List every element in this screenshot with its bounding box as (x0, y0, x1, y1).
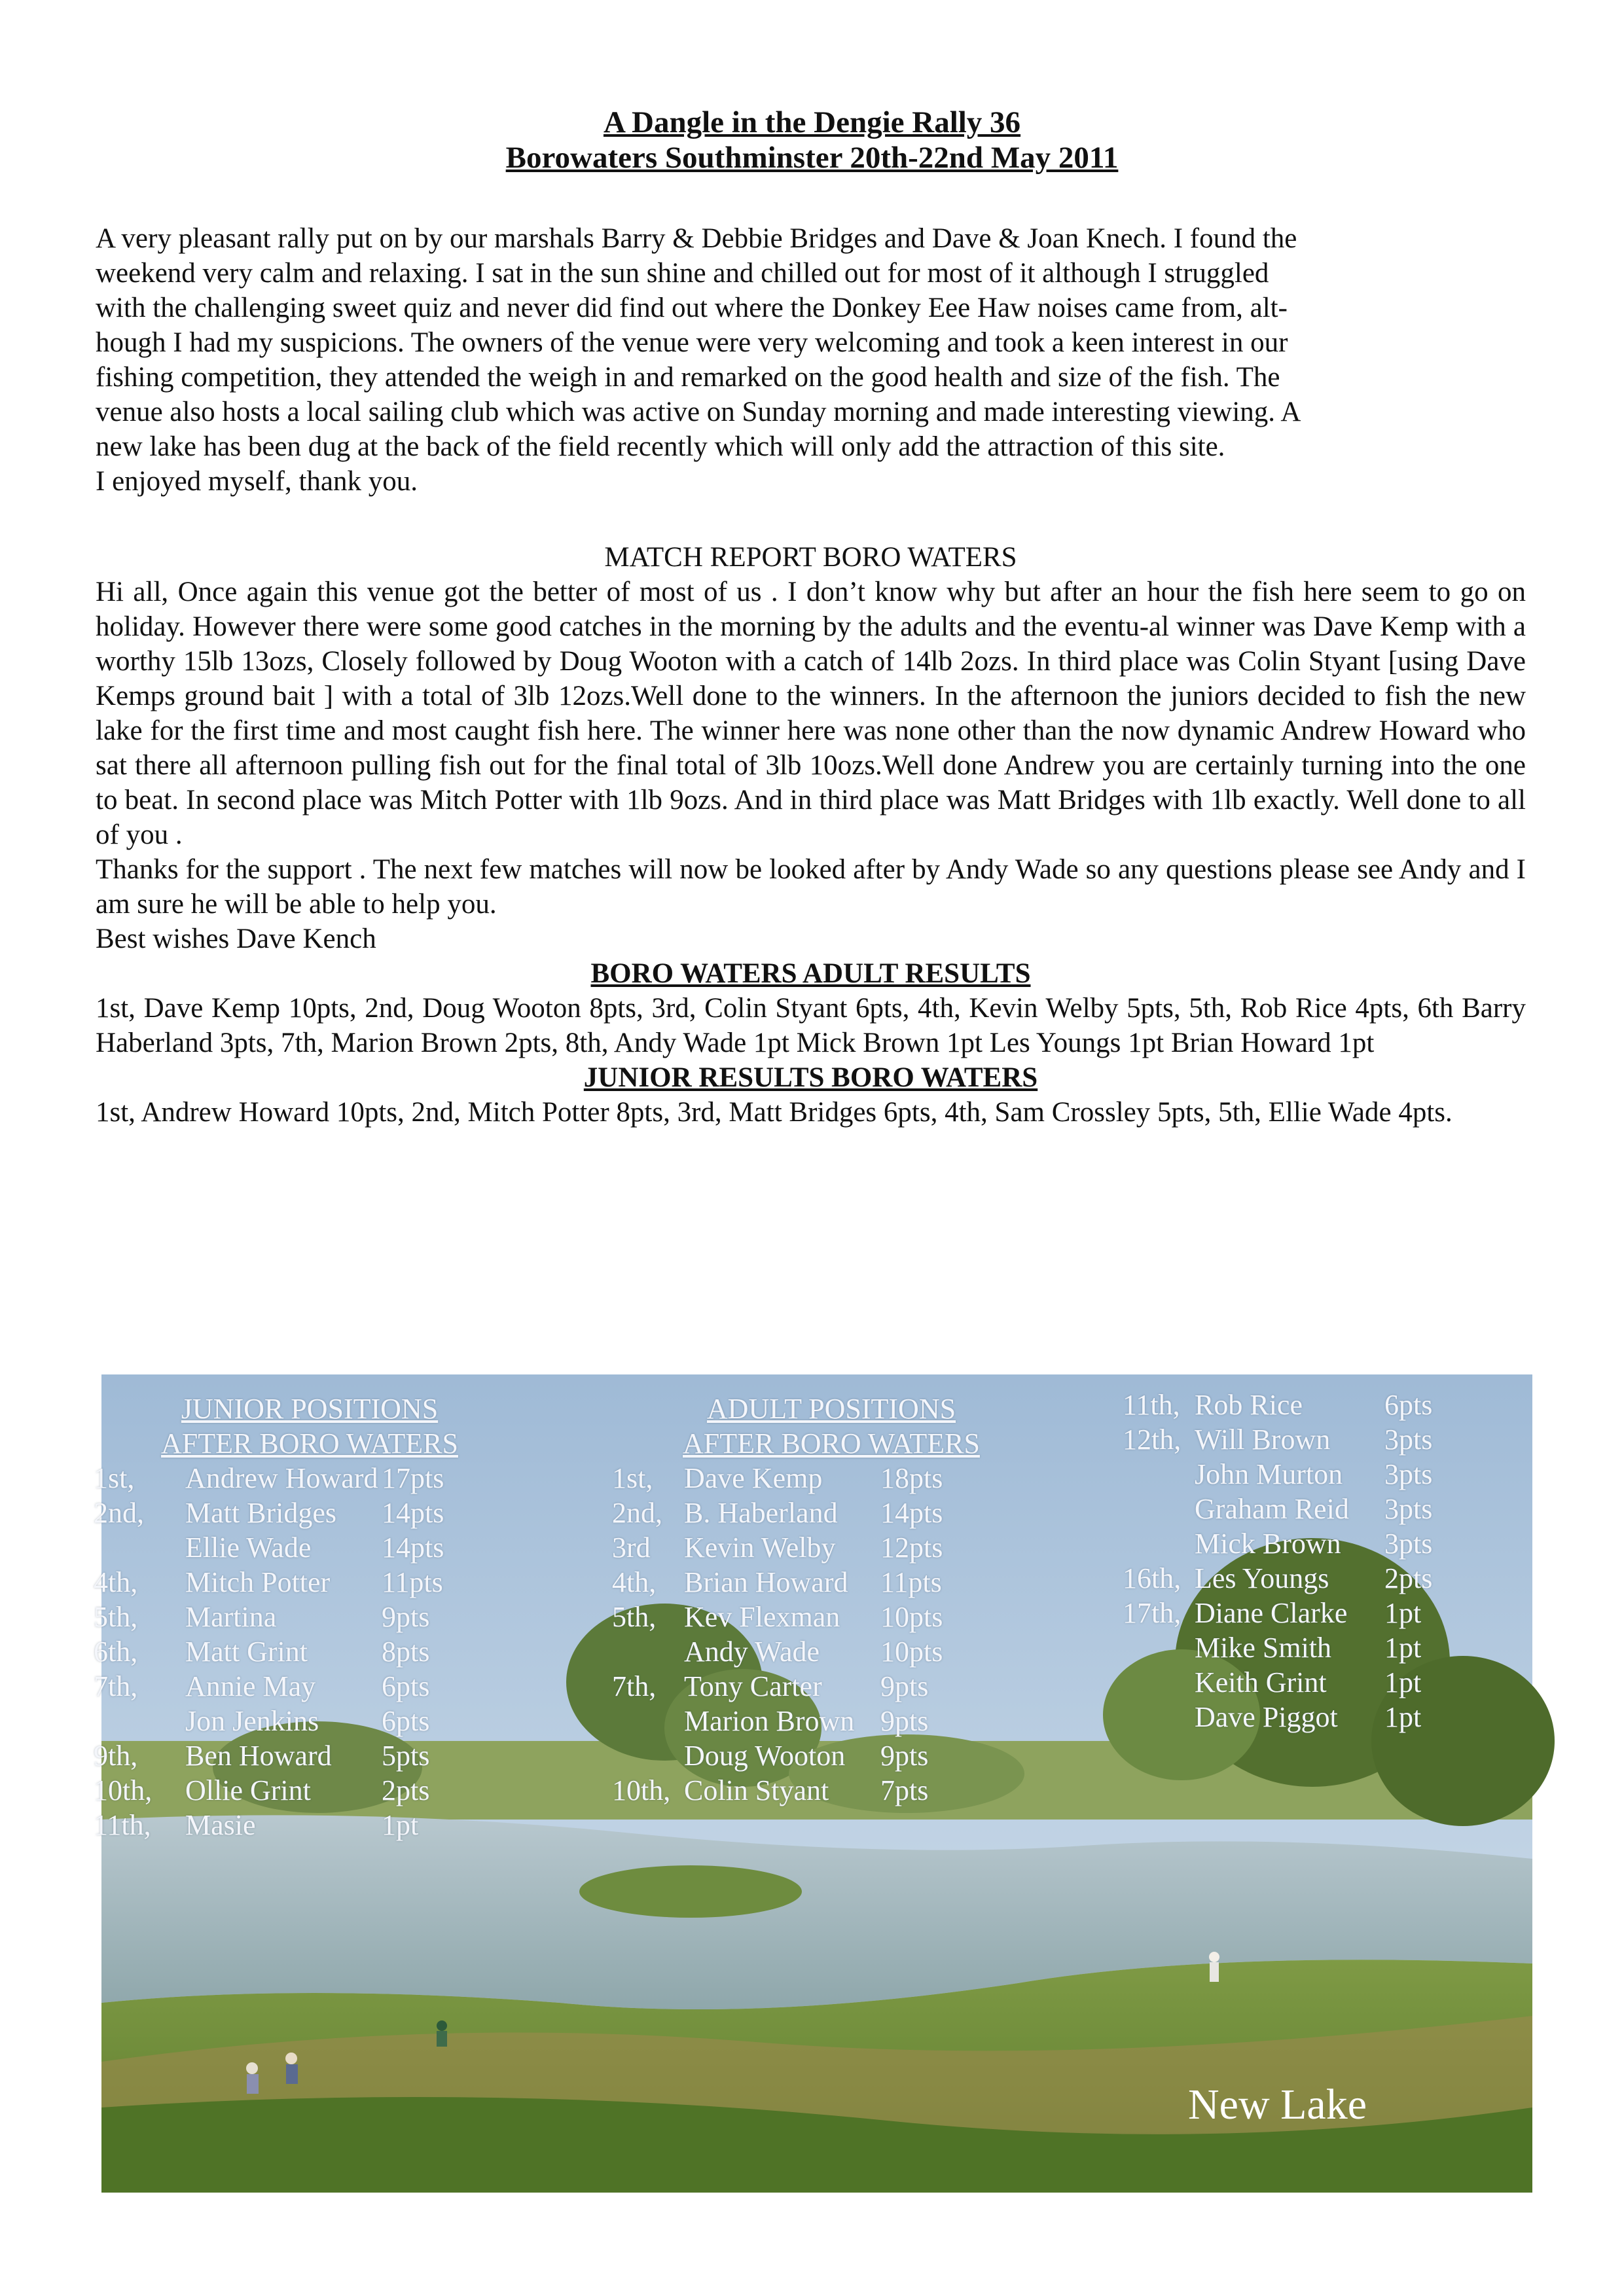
intro-line: weekend very calm and relaxing. I sat in the sun shine and chilled out for most of it although I struggled (96, 258, 1269, 289)
adult-position-row (1123, 1665, 1515, 1700)
position-pos: 2nd, (612, 1497, 662, 1529)
position-pts: 3pts (1384, 1458, 1433, 1490)
position-pos: 6th, (94, 1636, 138, 1668)
position-pos: 11th, (94, 1809, 151, 1841)
adult-position-row (612, 1530, 1038, 1565)
position-name: Andy Wade (684, 1636, 820, 1668)
page-subtitle: Borowaters Southminster 20th-22nd May 2011 (505, 141, 1119, 175)
position-pts: 6pts (382, 1670, 430, 1702)
position-pos: 7th, (612, 1670, 657, 1702)
position-pts: 5pts (382, 1740, 430, 1772)
intro-line: A very pleasant rally put on by our marshals Barry & Debbie Bridges and Dave & Joan Knech. I found the (96, 223, 1297, 254)
junior-position-row (94, 1704, 499, 1738)
position-pts: 14pts (880, 1497, 943, 1529)
position-name: Jon Jenkins (185, 1705, 319, 1737)
intro-paragraph (96, 221, 1526, 499)
position-name: Dave Kemp (684, 1462, 823, 1494)
adult-position-row (1123, 1561, 1515, 1596)
position-pts: 7pts (880, 1774, 929, 1806)
position-pos: 3rd (612, 1532, 651, 1564)
junior-position-row (94, 1496, 499, 1530)
position-name: Kevin Welby (684, 1532, 836, 1564)
position-name: Ellie Wade (185, 1532, 312, 1564)
position-pts: 3pts (1384, 1493, 1433, 1525)
position-pos: 12th, (1123, 1424, 1182, 1456)
adult-positions-heading: ADULT POSITIONS (706, 1393, 956, 1425)
position-name: Martina (185, 1601, 277, 1633)
position-pos: 5th, (612, 1601, 657, 1633)
adult-position-row (612, 1773, 1038, 1808)
adult-position-row (612, 1669, 1038, 1704)
position-name: Graham Reid (1195, 1493, 1349, 1525)
position-pts: 9pts (880, 1705, 929, 1737)
position-name: Dave Piggot (1195, 1701, 1338, 1733)
match-report-heading: MATCH REPORT BORO WATERS (604, 542, 1017, 573)
position-name: Ben Howard (185, 1740, 332, 1772)
position-pos: 7th, (94, 1670, 138, 1702)
position-pts: 14pts (382, 1532, 444, 1564)
position-pts: 12pts (880, 1532, 943, 1564)
position-pos: 17th, (1123, 1597, 1182, 1629)
position-name: Mitch Potter (185, 1566, 331, 1598)
position-pts: 11pts (880, 1566, 942, 1598)
junior-position-row (94, 1808, 499, 1842)
match-report-body: Hi all, Once again this venue got the better of most of us . I don’t know why but after an hour the fish here seem to go on holiday. However there were some good catches in the morning by the adults and the eventu-al winner was Dave Kemp with a worthy 15lb 13ozs, Closely followed by Doug Wooton with a catch of 14lb 2ozs. In third place was Colin Styant [using Dave Kemps ground bait ] with a total of 3lb 12ozs.Well done to the winners. In the afternoon the juniors decided to fish the new lake for the first time and most caught fish here. The winner here was none other than the now dynamic Andrew Howard who sat there all afternoon pulling fish out for the final total of 3lb 10ozs.Well done Andrew you are certainly turning into the one to beat. In second place was Mitch Potter with 1lb 9ozs. And in third place was Matt Bridges with 1lb exactly. Well done to all of you . (96, 577, 1526, 850)
position-name: Rob Rice (1195, 1389, 1303, 1421)
position-pts: 1pt (1384, 1701, 1422, 1733)
junior-position-row (94, 1773, 499, 1808)
position-pos: 1st, (94, 1462, 135, 1494)
position-pos: 2nd, (94, 1497, 144, 1529)
position-pts: 6pts (1384, 1389, 1433, 1421)
adult-position-row (612, 1565, 1038, 1600)
adult-results-heading: BORO WATERS ADULT RESULTS (590, 958, 1031, 989)
position-name: Annie May (185, 1670, 316, 1702)
position-pts: 1pt (382, 1809, 419, 1841)
position-name: John Murton (1195, 1458, 1343, 1490)
position-name: Marion Brown (684, 1705, 855, 1737)
position-pos: 11th, (1123, 1389, 1180, 1421)
junior-position-row (94, 1565, 499, 1600)
position-pts: 2pts (1384, 1562, 1433, 1594)
position-pos: 5th, (94, 1601, 138, 1633)
position-name: Masie (185, 1809, 256, 1841)
adult-position-row (1123, 1700, 1515, 1734)
position-pos: 16th, (1123, 1562, 1182, 1594)
adult-positions-continued-table (1123, 1388, 1515, 1734)
position-name: Colin Styant (684, 1774, 829, 1806)
position-pos: 4th, (94, 1566, 138, 1598)
position-pts: 6pts (382, 1705, 430, 1737)
adult-position-row (612, 1600, 1038, 1634)
adult-position-row (612, 1704, 1038, 1738)
position-pts: 8pts (382, 1636, 430, 1668)
junior-position-row (94, 1530, 499, 1565)
position-pts: 11pts (382, 1566, 443, 1598)
position-name: B. Haberland (684, 1497, 838, 1529)
adult-positions-subheading: AFTER BORO WATERS (683, 1427, 980, 1460)
match-report-section (96, 575, 1526, 1130)
position-name: Mick Brown (1195, 1528, 1341, 1560)
position-pts: 2pts (382, 1774, 430, 1806)
position-name: Tony Carter (684, 1670, 822, 1702)
adult-position-row (1123, 1388, 1515, 1422)
position-pos: 10th, (612, 1774, 671, 1806)
match-report-signoff: Best wishes Dave Kench (96, 924, 376, 954)
photo-caption: New Lake (1188, 2081, 1367, 2128)
position-pts: 18pts (880, 1462, 943, 1494)
position-pos: 4th, (612, 1566, 657, 1598)
position-name: Brian Howard (684, 1566, 848, 1598)
position-pts: 1pt (1384, 1597, 1422, 1629)
position-name: Andrew Howard (185, 1462, 378, 1494)
junior-position-row (94, 1669, 499, 1704)
position-pts: 3pts (1384, 1424, 1433, 1456)
adult-position-row (612, 1738, 1038, 1773)
position-name: Mike Smith (1195, 1632, 1332, 1664)
adult-results-text: 1st, Dave Kemp 10pts, 2nd, Doug Wooton 8pts, 3rd, Colin Styant 6pts, 4th, Kevin Welby 5pts, 5th, Rob Rice 4pts, 6th Barry Haberland 3pts, 7th, Marion Brown 2pts, 8th, Andy Wade 1pt Mick Brown 1pt Les Youngs 1pt Brian Howard 1pt (96, 993, 1526, 1058)
adult-position-row (1123, 1422, 1515, 1457)
match-report-thanks: Thanks for the support . The next few matches will now be looked after by Andy Wade so any questions please see Andy and I am sure he will be able to help you. (96, 854, 1526, 920)
position-pts: 9pts (880, 1670, 929, 1702)
adult-position-row (1123, 1630, 1515, 1665)
intro-line: I enjoyed myself, thank you. (96, 466, 418, 497)
position-pts: 1pt (1384, 1632, 1422, 1664)
position-pos: 9th, (94, 1740, 138, 1772)
position-name: Diane Clarke (1195, 1597, 1348, 1629)
adult-position-row (612, 1496, 1038, 1530)
position-pts: 9pts (382, 1601, 430, 1633)
junior-positions-table (94, 1391, 499, 1842)
position-pos: 1st, (612, 1462, 653, 1494)
junior-position-row (94, 1634, 499, 1669)
position-pts: 10pts (880, 1601, 943, 1633)
junior-results-text: 1st, Andrew Howard 10pts, 2nd, Mitch Potter 8pts, 3rd, Matt Bridges 6pts, 4th, Sam Crossley 5pts, 5th, Ellie Wade 4pts. (96, 1097, 1453, 1128)
adult-position-row (1123, 1526, 1515, 1561)
intro-line: venue also hosts a local sailing club which was active on Sunday morning and made interesting viewing. A (96, 397, 1301, 427)
position-name: Keith Grint (1195, 1666, 1327, 1698)
page-title: A Dangle in the Dengie Rally 36 (603, 105, 1021, 139)
position-pts: 9pts (880, 1740, 929, 1772)
position-pts: 10pts (880, 1636, 943, 1668)
junior-position-row (94, 1461, 499, 1496)
position-name: Kev Flexman (684, 1601, 840, 1633)
position-name: Les Youngs (1195, 1562, 1329, 1594)
intro-line: new lake has been dug at the back of the field recently which will only add the attraction of this site. (96, 431, 1225, 462)
position-name: Matt Grint (185, 1636, 308, 1668)
junior-positions-subheading: AFTER BORO WATERS (161, 1427, 458, 1460)
new-lake-photo (94, 1374, 1532, 2193)
position-pos: 10th, (94, 1774, 153, 1806)
position-pts: 17pts (382, 1462, 444, 1494)
adult-positions-table (612, 1391, 1038, 1808)
position-pts: 1pt (1384, 1666, 1422, 1698)
junior-positions-heading: JUNIOR POSITIONS (181, 1393, 439, 1425)
junior-results-heading: JUNIOR RESULTS BORO WATERS (583, 1062, 1038, 1093)
position-name: Doug Wooton (684, 1740, 846, 1772)
junior-position-row (94, 1738, 499, 1773)
adult-position-row (612, 1461, 1038, 1496)
adult-position-row (612, 1634, 1038, 1669)
intro-line: fishing competition, they attended the weigh in and remarked on the good health and size of the fish. The (96, 362, 1280, 393)
position-name: Matt Bridges (185, 1497, 336, 1529)
intro-line: hough I had my suspicions. The owners of the venue were very welcoming and took a keen interest in our (96, 327, 1288, 358)
adult-position-row (1123, 1596, 1515, 1630)
intro-line: with the challenging sweet quiz and never did find out where the Donkey Eee Haw noises came from, alt- (96, 293, 1288, 323)
adult-position-row (1123, 1457, 1515, 1492)
junior-position-row (94, 1600, 499, 1634)
position-name: Will Brown (1195, 1424, 1331, 1456)
position-name: Ollie Grint (185, 1774, 311, 1806)
position-pts: 3pts (1384, 1528, 1433, 1560)
position-pts: 14pts (382, 1497, 444, 1529)
adult-position-row (1123, 1492, 1515, 1526)
